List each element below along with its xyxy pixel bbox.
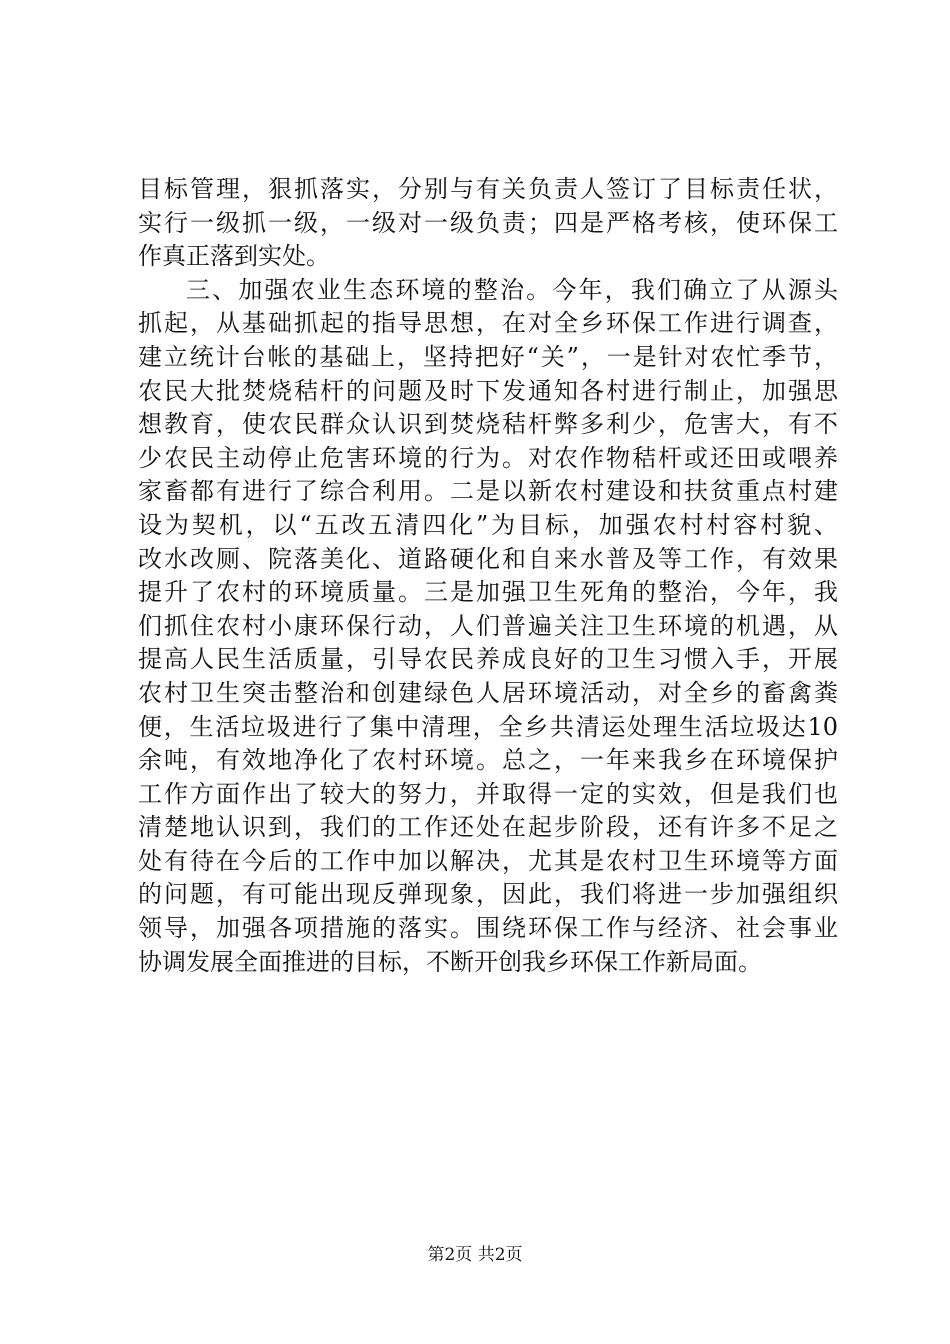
text-line: 家畜都有进行了综合利用。二是以新农村建设和扶贫重点村建 — [138, 477, 838, 506]
paragraph-start-line: 三、加强农业生态环境的整治。今年，我们确立了从源头 — [186, 275, 838, 304]
text-line: 设为契机，以“五改五清四化”为目标，加强农村村容村貌、 — [138, 510, 838, 539]
text-line: 建立统计台帐的基础上，坚持把好“关”，一是针对农忙季节， — [138, 342, 838, 371]
text-line: 作真正落到实处。 — [138, 242, 330, 271]
text-line: 目标管理，狠抓落实，分别与有关负责人签订了目标责任状， — [138, 175, 838, 203]
text-line: 改水改厕、院落美化、道路硬化和自来水普及等工作，有效果 — [138, 544, 838, 573]
text-line: 少农民主动停止危害环境的行为。对农作物秸杆或还田或喂养 — [138, 443, 838, 472]
text-line: 领导，加强各项措施的落实。围绕环保工作与经济、社会事业 — [138, 914, 838, 943]
text-line: 们抓住农村小康环保行动，人们普遍关注卫生环境的机遇，从 — [138, 611, 838, 640]
body-text — [138, 173, 838, 979]
text-line: 想教育，使农民群众认识到焚烧秸杆弊多利少，危害大，有不 — [138, 410, 838, 439]
page-number-footer: 第2页 共2页 — [427, 1245, 523, 1265]
text-line: 处有待在今后的工作中加以解决，尤其是农村卫生环境等方面 — [138, 846, 838, 875]
text-line: 工作方面作出了较大的努力，并取得一定的实效，但是我们也 — [138, 779, 838, 808]
text-line: 的问题，有可能出现反弹现象，因此，我们将进一步加强组织 — [138, 880, 838, 909]
text-line: 清楚地认识到，我们的工作还处在起步阶段，还有许多不足之 — [138, 813, 838, 842]
text-line: 提升了农村的环境质量。三是加强卫生死角的整治，今年，我 — [138, 578, 838, 607]
text-line: 抓起，从基础抓起的指导思想，在对全乡环保工作进行调查， — [138, 309, 838, 338]
text-line: 实行一级抓一级，一级对一级负责；四是严格考核，使环保工 — [138, 208, 838, 237]
text-line: 余吨，有效地净化了农村环境。总之，一年来我乡在环境保护 — [138, 746, 838, 775]
text-line: 协调发展全面推进的目标，不断开创我乡环保工作新局面。 — [138, 947, 762, 976]
text-line: 提高人民生活质量，引导农民养成良好的卫生习惯入手，开展 — [138, 645, 838, 674]
text-line: 农村卫生突击整治和创建绿色人居环境活动，对全乡的畜禽粪 — [138, 678, 838, 707]
text-line: 农民大批焚烧秸杆的问题及时下发通知各村进行制止，加强思 — [138, 376, 838, 405]
text-line: 便，生活垃圾进行了集中清理，全乡共清运处理生活垃圾达10 — [138, 712, 838, 741]
